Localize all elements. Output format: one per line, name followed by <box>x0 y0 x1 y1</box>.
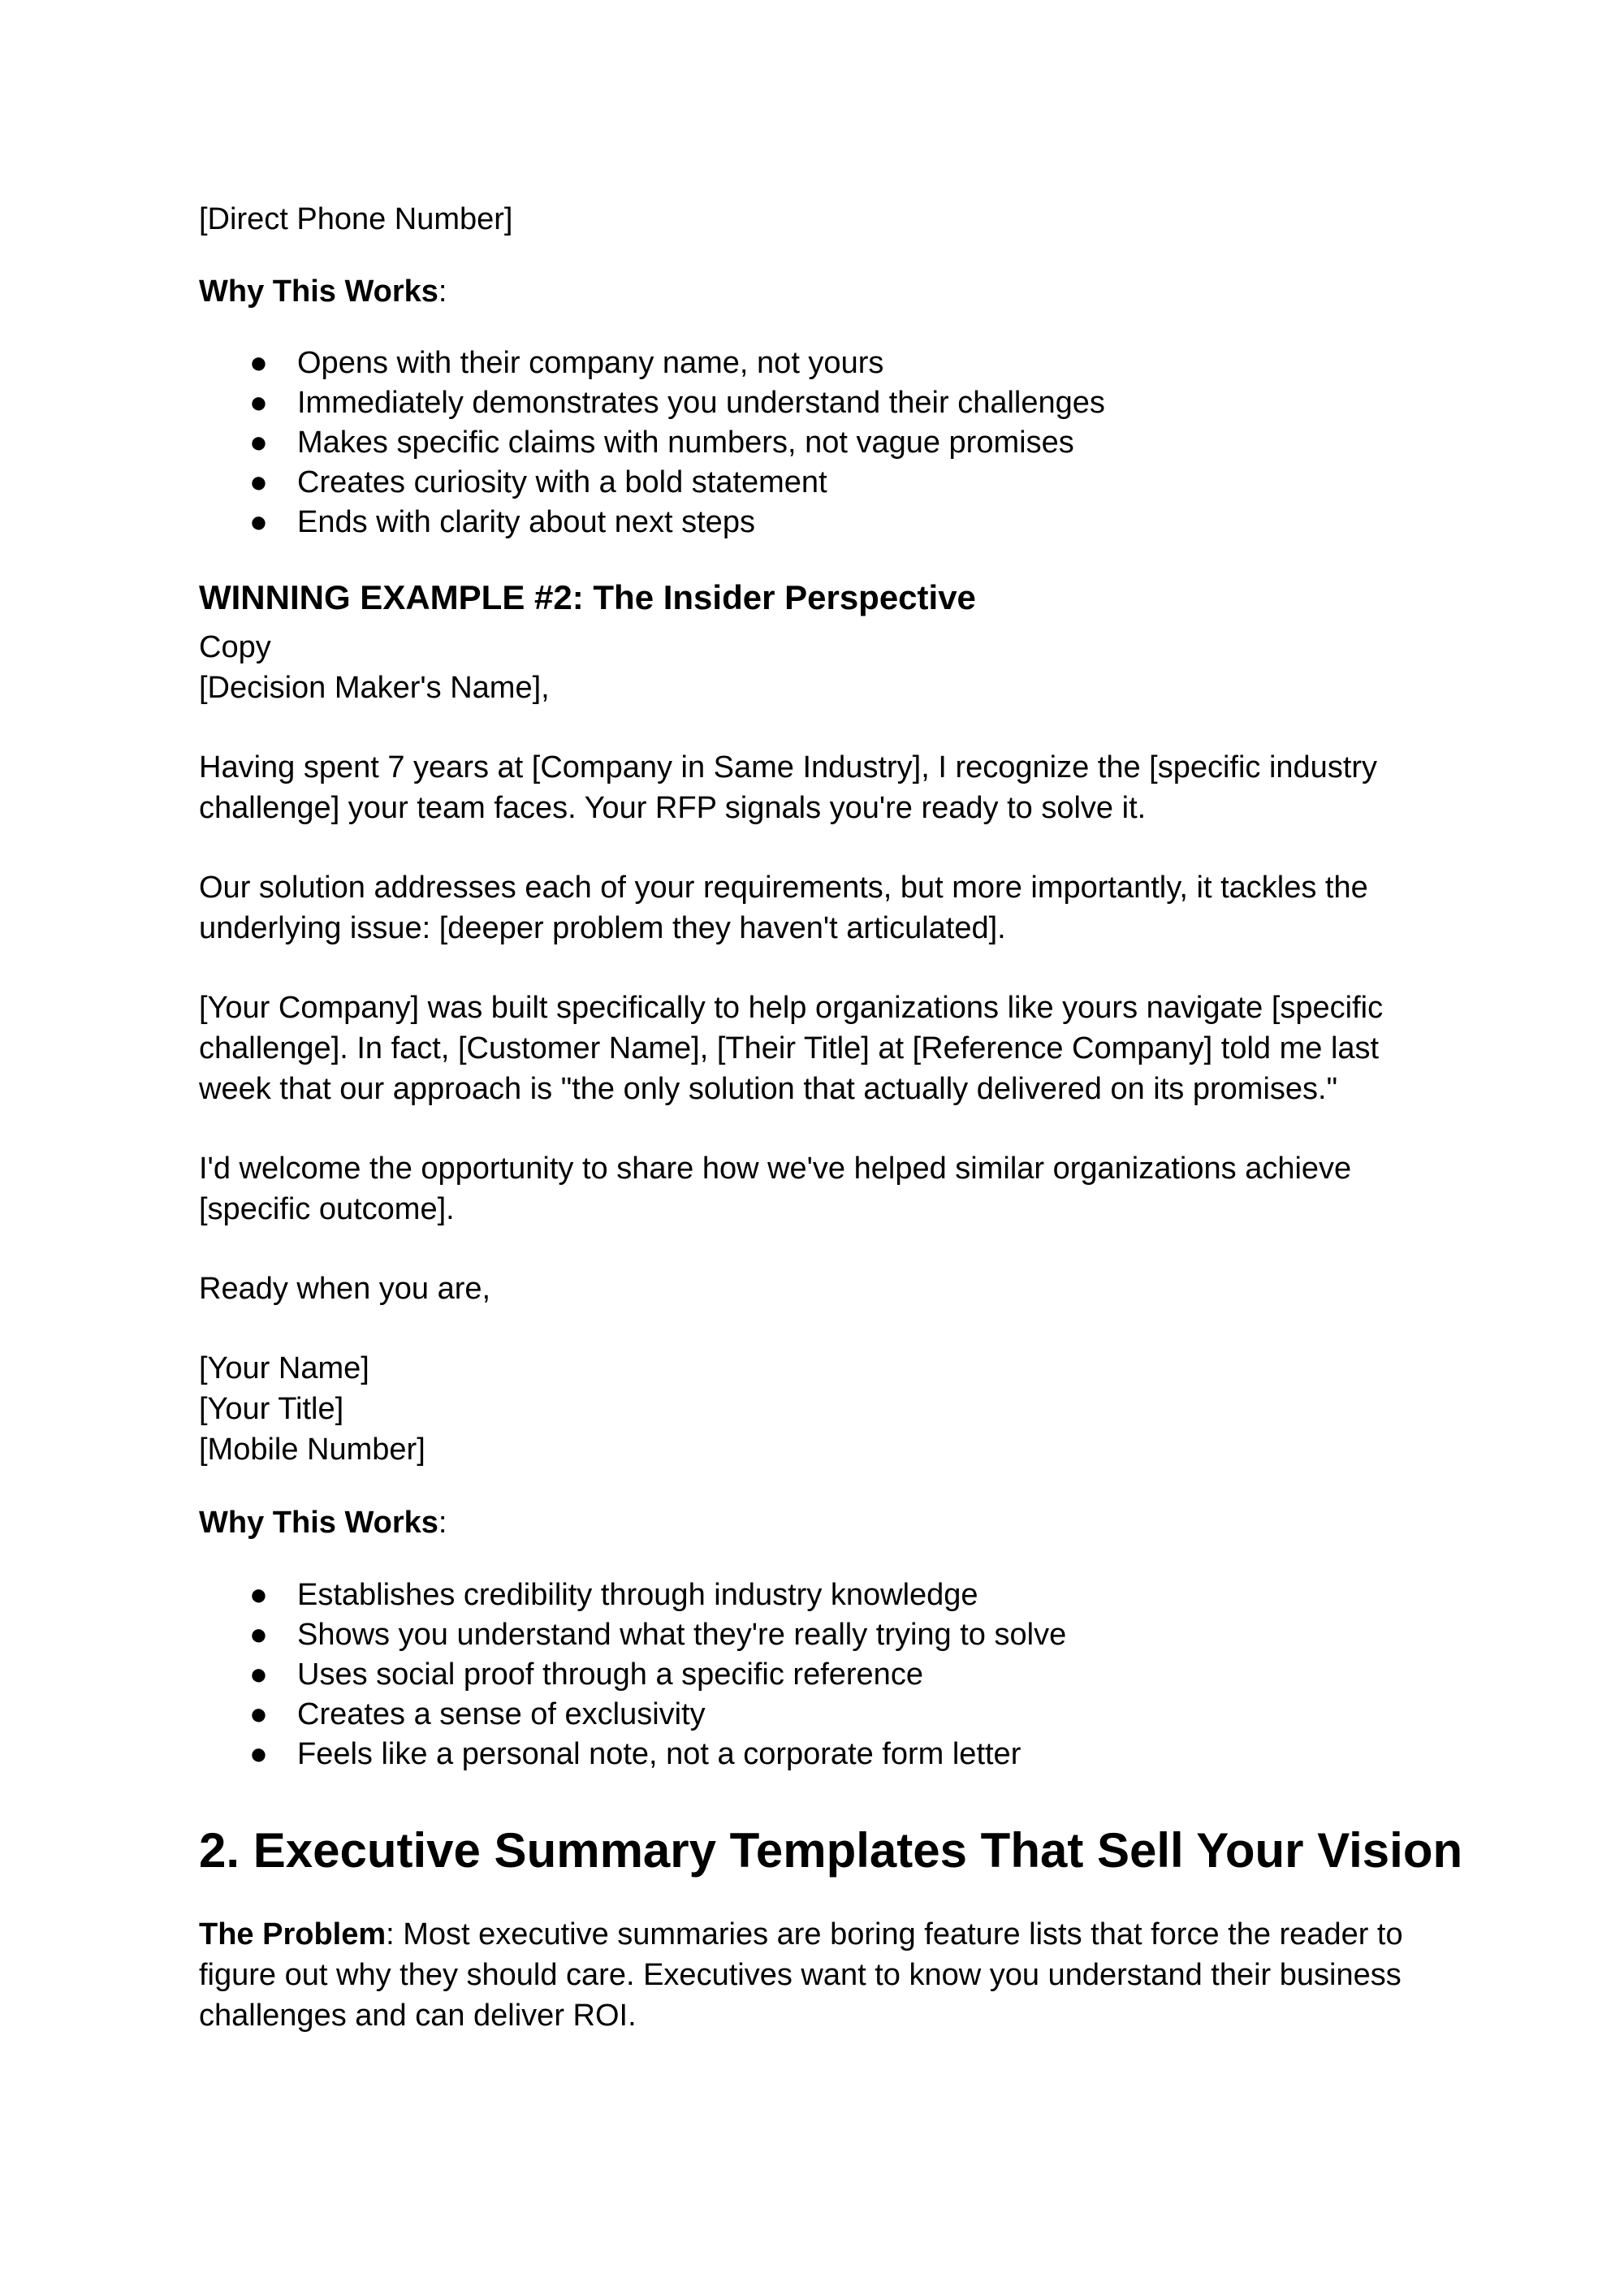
signature-title: [Your Title] <box>199 1392 344 1426</box>
list-item <box>199 344 1441 383</box>
list-item-text: Feels like a personal note, not a corporate form letter <box>297 1737 1021 1771</box>
list-item-text: Establishes credibility through industry knowledge <box>297 1578 978 1612</box>
why-this-works-list-2 <box>199 1575 1441 1774</box>
bullet-icon: ● <box>249 1697 268 1731</box>
salutation: [Decision Maker's Name], <box>199 671 550 705</box>
why-this-works-label-2 <box>199 1502 1441 1543</box>
list-item <box>199 503 1441 542</box>
letter-paragraph-1: Having spent 7 years at [Company in Same Industry], I recognize the [specific industry challenge] your team faces. Your RFP signals you're ready to solve it. <box>199 750 1378 825</box>
list-item-text: Ends with clarity about next steps <box>297 505 755 539</box>
list-item <box>199 1735 1441 1774</box>
example-2-heading: WINNING EXAMPLE #2: The Insider Perspective <box>199 578 976 616</box>
list-item-text: Immediately demonstrates you understand their challenges <box>297 386 1105 420</box>
bullet-icon: ● <box>249 1737 268 1771</box>
bullet-icon: ● <box>249 505 268 539</box>
list-item <box>199 1575 1441 1615</box>
section-2-heading: 2. Executive Summary Templates That Sell Your Vision <box>199 1823 1463 1878</box>
problem-label: The Problem <box>199 1917 387 1951</box>
bullet-icon: ● <box>249 1658 268 1692</box>
problem-paragraph <box>199 1914 1441 2036</box>
signature-mobile: [Mobile Number] <box>199 1433 425 1467</box>
copy-label: Copy <box>199 630 271 664</box>
letter-paragraph-4: I'd welcome the opportunity to share how we've helped similar organizations achieve [specific outcome]. <box>199 1152 1352 1226</box>
list-item-text: Creates curiosity with a bold statement <box>297 465 827 499</box>
why-this-works-bold-2: Why This Works <box>199 1506 438 1540</box>
list-item-text: Uses social proof through a specific reference <box>297 1658 923 1692</box>
why-this-works-label-1 <box>199 271 1441 312</box>
list-item <box>199 1695 1441 1735</box>
list-item-text: Opens with their company name, not yours <box>297 346 884 380</box>
bullet-icon: ● <box>249 346 268 380</box>
letter-closing: Ready when you are, <box>199 1272 491 1306</box>
bullet-icon: ● <box>249 386 268 420</box>
list-item <box>199 423 1441 463</box>
list-item-text: Shows you understand what they're really trying to solve <box>297 1618 1067 1652</box>
letter-paragraph-3: [Your Company] was built specifically to help organizations like yours navigate [specific challenge]. In fact, [Customer Name], [Their Title] at [Reference Company] told me last week that our approach is "the only solution that actually delivered on its promises." <box>199 991 1384 1106</box>
why-this-works-list-1 <box>199 344 1441 542</box>
why-this-works-colon-1: : <box>438 274 447 309</box>
why-this-works-bold-1: Why This Works <box>199 274 438 309</box>
list-item-text: Makes specific claims with numbers, not vague promises <box>297 426 1074 460</box>
list-item <box>199 1615 1441 1655</box>
list-item <box>199 383 1441 423</box>
why-this-works-colon-2: : <box>438 1506 447 1540</box>
bullet-icon: ● <box>249 465 268 499</box>
bullet-icon: ● <box>249 426 268 460</box>
document-page <box>199 188 1463 2036</box>
bullet-icon: ● <box>249 1578 268 1612</box>
direct-phone-number: [Direct Phone Number] <box>199 202 513 236</box>
bullet-icon: ● <box>249 1618 268 1652</box>
letter-paragraph-2: Our solution addresses each of your requirements, but more importantly, it tackles the underlying issue: [deeper problem they haven't articulated]. <box>199 871 1368 945</box>
list-item-text: Creates a sense of exclusivity <box>297 1697 706 1731</box>
list-item <box>199 463 1441 503</box>
list-item <box>199 1655 1441 1695</box>
signature-name: [Your Name] <box>199 1351 369 1385</box>
problem-text: : Most executive summaries are boring feature lists that force the reader to figure out why they should care. Executives want to know you understand their business challenges and can deliver ROI. <box>199 1917 1403 2033</box>
